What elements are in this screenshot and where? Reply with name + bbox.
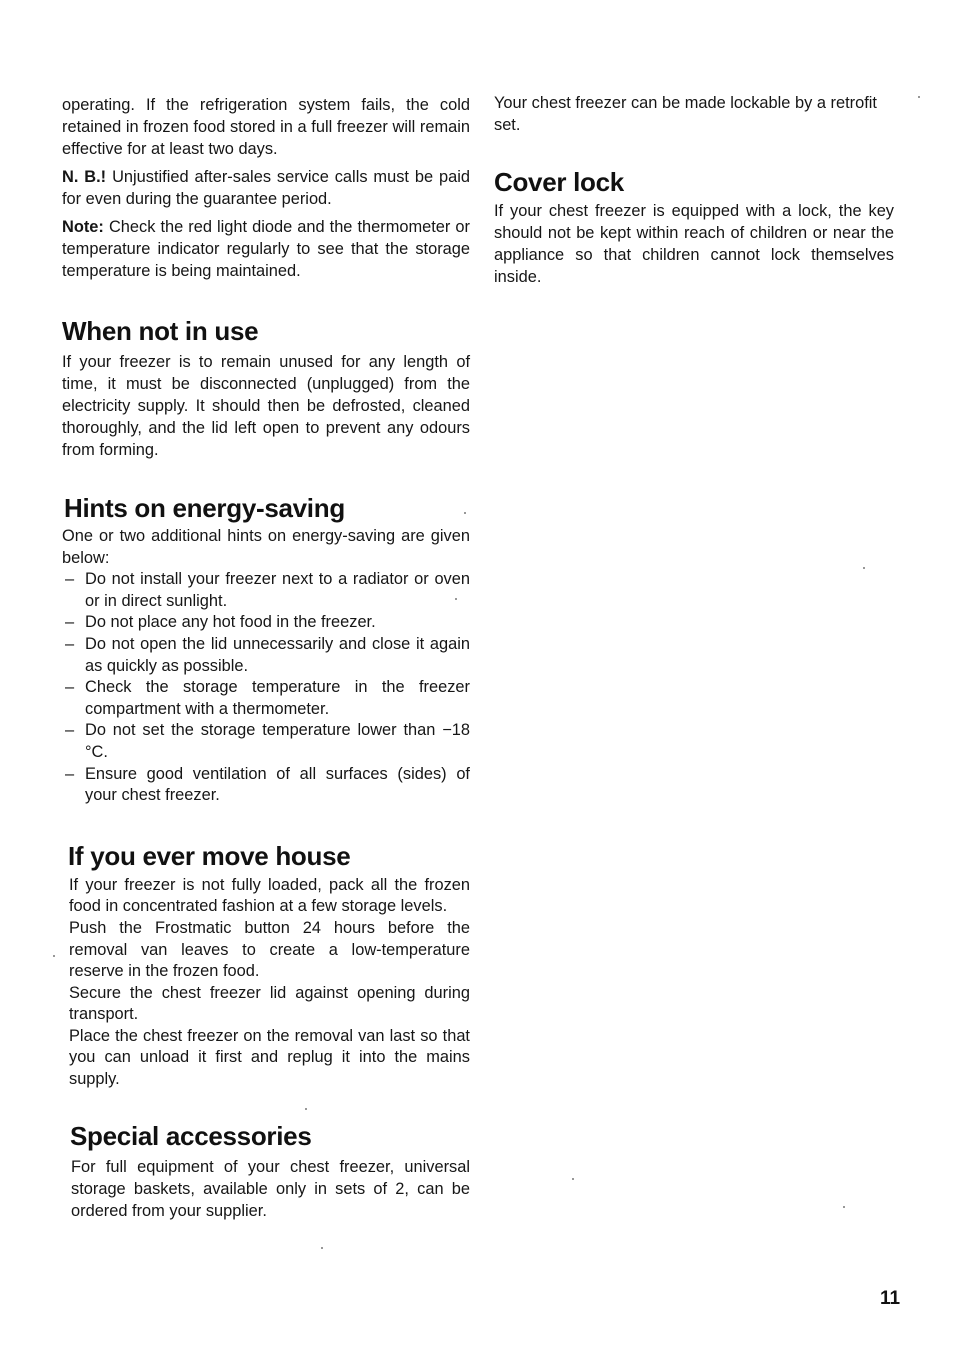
scan-speck: [305, 1108, 307, 1110]
cover-lock-text: If your chest freezer is equipped with a lock, the key should not be kept within reach of children or near the appliance so that children cannot lock themselves inside.: [494, 202, 894, 286]
right-column: [494, 92, 894, 288]
nb-text: Unjustified after-sales service calls must be paid for even during the guarantee period.: [62, 168, 470, 208]
scan-speck: [53, 955, 55, 957]
accessories-text: For full equipment of your chest freezer, universal storage baskets, available only in sets of 2, can be ordered from your supplier.: [71, 1157, 470, 1220]
when-not-in-use-heading: When not in use: [62, 316, 259, 346]
scan-speck: [918, 96, 920, 98]
list-item: – Check the storage temperature in the freezer compartment with a thermometer.: [62, 677, 470, 720]
intro-paragraph: operating. If the refrigeration system fails, the cold retained in frozen food stored in a full freezer will remain effective for at least two days.: [62, 96, 470, 158]
scan-speck: [464, 512, 466, 514]
note-paragraph: [62, 216, 470, 282]
move-house-paragraph: Secure the chest freezer lid against opening during transport.: [69, 983, 470, 1024]
hints-intro: One or two additional hints on energy-saving are given below:: [62, 527, 470, 567]
hints-list: [62, 569, 470, 807]
left-column: [62, 94, 470, 1222]
move-house-paragraph: Push the Frostmatic button 24 hours before the removal van leaves to create a low-temperature reserve in the frozen food.: [69, 918, 470, 981]
move-house-body: [69, 875, 470, 1091]
lock-retrofit-paragraph: Your chest freezer can be made lockable by a retrofit set.: [494, 94, 877, 134]
when-not-in-use-text: If your freezer is to remain unused for any length of time, it must be disconnected (unplugged) from the electricity supply. It should then be defrosted, cleaned thoroughly, and the lid left open to prevent any odours from forming.: [62, 353, 470, 459]
move-house-paragraph: If your freezer is not fully loaded, pack all the frozen food in concentrated fashion at a few storage levels.: [69, 875, 470, 916]
page-number: 11: [880, 1288, 901, 1309]
scan-speck: [321, 1247, 323, 1249]
move-house-heading: If you ever move house: [68, 840, 351, 871]
nb-label: N. B.!: [62, 168, 107, 186]
list-item: – Do not set the storage temperature lower than −18 °C.: [62, 720, 470, 763]
list-item: – Do not open the lid unnecessarily and close it again as quickly as possible.: [62, 634, 470, 677]
scan-speck: [455, 598, 457, 600]
scan-speck: [863, 567, 865, 569]
list-item: – Ensure good ventilation of all surfaces (sides) of your chest freezer.: [62, 764, 470, 807]
list-item: – Do not place any hot food in the freezer.: [62, 612, 470, 634]
hints-heading: Hints on energy-saving: [64, 493, 345, 523]
note-label: Note:: [62, 218, 104, 236]
note-text: Check the red light diode and the thermometer or temperature indicator regularly to see that the storage temperature is being maintained.: [62, 218, 470, 280]
move-house-paragraph: Place the chest freezer on the removal van last so that you can unload it first and replug it into the mains supply.: [69, 1026, 470, 1089]
list-item: – Do not install your freezer next to a radiator or oven or in direct sunlight.: [62, 569, 470, 612]
scan-speck: [843, 1206, 845, 1208]
nb-paragraph: [62, 166, 470, 210]
scan-speck: [572, 1178, 574, 1180]
cover-lock-heading: Cover lock: [494, 167, 624, 197]
accessories-heading: Special accessories: [70, 1120, 312, 1151]
